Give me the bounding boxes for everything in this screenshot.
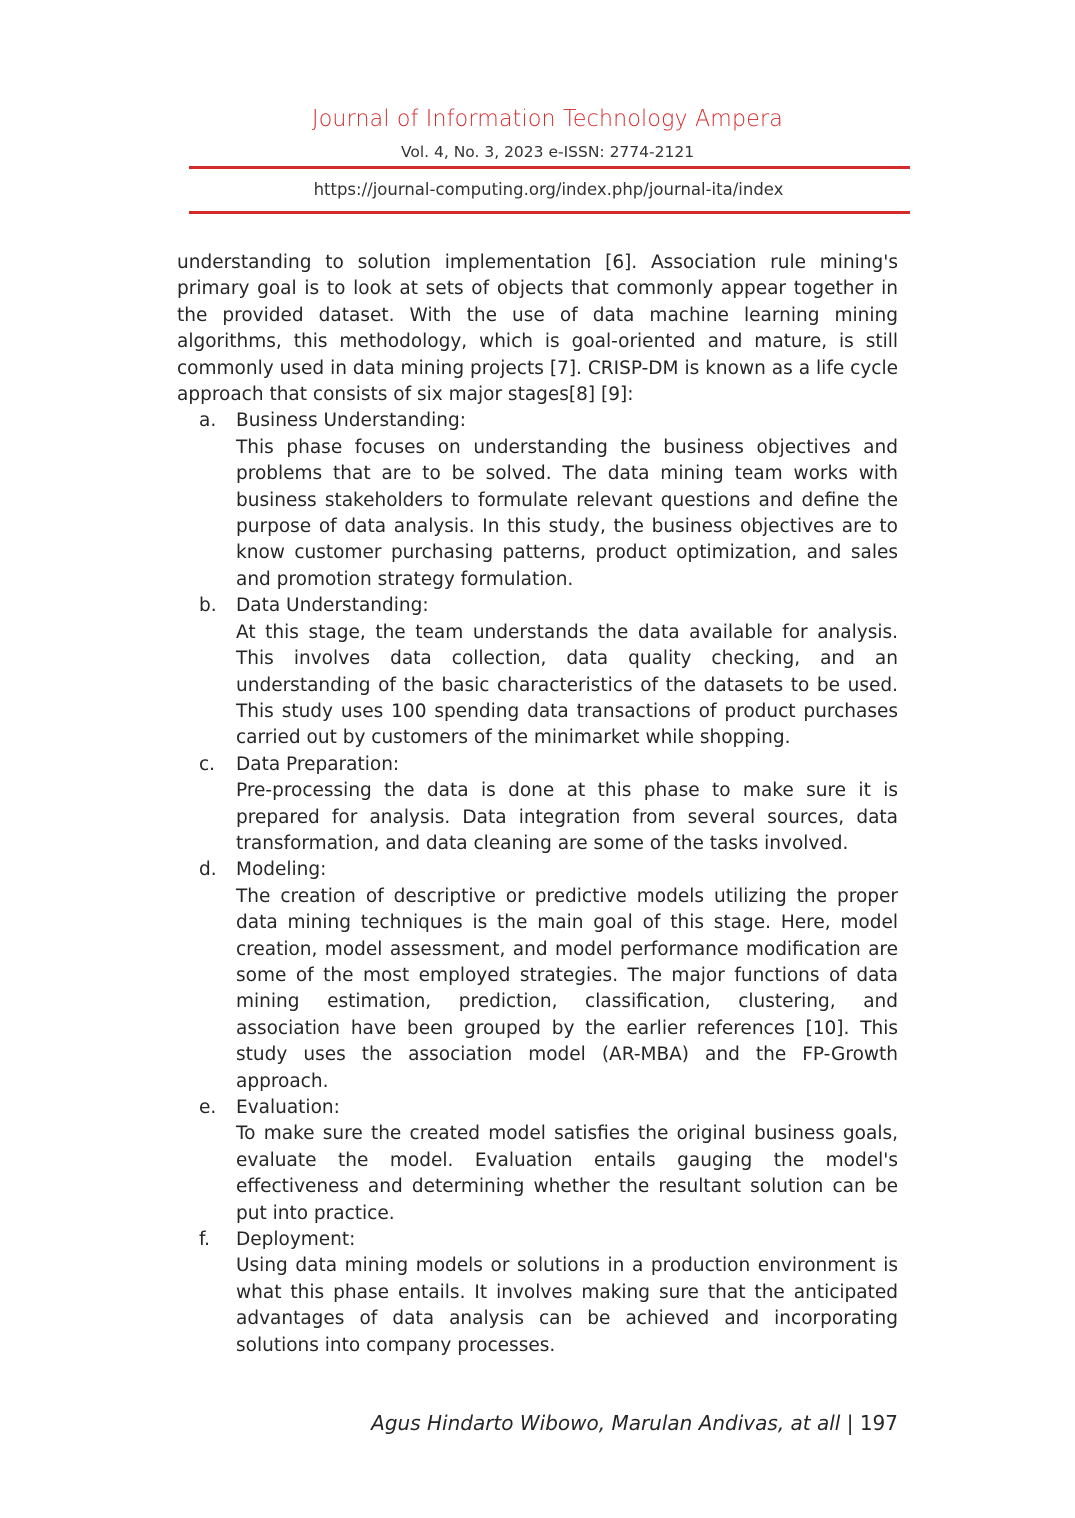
stage-title: Data Preparation:	[236, 753, 400, 775]
stage-description: The creation of descriptive or predictive models utilizing the proper data mining techniques is the main goal of this stage. Here, model creation, model assessment, and model performance modification are some of the most employed strategies. The major functions of data mining estimation, prediction, classification, clustering, and association have been grouped by the earlier references [10]. This study uses the association model (AR-MBA) and the FP-Growth approach.	[236, 885, 898, 1092]
list-item	[177, 752, 898, 858]
list-marker: b.	[199, 595, 217, 617]
header-rule-bottom	[189, 211, 910, 214]
page-number: 197	[859, 1411, 898, 1435]
stage-title: Business Understanding:	[236, 410, 466, 432]
journal-issue-info: Vol. 4, No. 3, 2023 e-ISSN: 2774-2121	[400, 143, 695, 161]
stage-description: To make sure the created model satisfies the original business goals, evaluate the model. Evaluation entails gauging the model's effectiveness and determining whether the resultant solution can be put into practice.	[236, 1123, 898, 1224]
stage-title: Modeling:	[236, 859, 327, 881]
list-marker: e.	[199, 1097, 217, 1118]
stage-title: Evaluation:	[236, 1097, 340, 1118]
stage-title: Deployment:	[236, 1229, 356, 1251]
stage-title: Data Understanding:	[236, 595, 429, 617]
list-item	[177, 857, 898, 1095]
list-marker: f.	[199, 1229, 211, 1251]
list-item	[177, 1227, 898, 1359]
header-rule-top	[189, 166, 910, 169]
stage-description: Pre-processing the data is done at this phase to make sure it is prepared for analysis. Data integration from several sources, data transformation, and data cleaning are some of the tasks involved.	[236, 780, 898, 854]
stage-description: This phase focuses on understanding the business objectives and problems that are to be solved. The data mining team works with business stakeholders to formulate relevant questions and define the purpose of data analysis. In this study, the business objectives are to know customer purchasing patterns, product optimization, and sales and promotion strategy formulation.	[236, 436, 898, 590]
list-marker: a.	[199, 410, 217, 432]
stages-list	[177, 408, 898, 1359]
list-item	[177, 1095, 898, 1227]
main-content	[177, 250, 898, 1359]
list-marker: c.	[199, 753, 216, 775]
list-marker: d.	[199, 859, 217, 881]
journal-title: Journal of Information Technology Ampera	[312, 106, 783, 132]
stage-description: Using data mining models or solutions in a production environment is what this phase entails. It involves making sure that the anticipated advantages of data analysis can be achieved and incorporating solutions into company processes.	[236, 1255, 898, 1356]
list-item	[177, 593, 898, 751]
intro-paragraph: understanding to solution implementation [6]. Association rule mining's primary goal is to look at sets of objects that commonly appear together in the provided dataset. With the use of data machine learning mining algorithms, this methodology, which is goal-oriented and mature, is still commonly used in data mining projects [7]. CRISP-DM is known as a life cycle approach that consists of six major stages[8] [9]:	[177, 252, 898, 406]
stage-description: At this stage, the team understands the data available for analysis. This involves data collection, data quality checking, and an understanding of the basic characteristics of the datasets to be used. This study uses 100 spending data transactions of product purchases carried out by customers of the minimarket while shopping.	[236, 621, 898, 749]
list-item	[177, 408, 898, 593]
footer-authors: Agus Hindarto Wibowo, Marulan Andivas, at all	[371, 1411, 841, 1435]
journal-url: https://journal-computing.org/index.php/journal-ita/index	[313, 180, 784, 199]
page-footer	[177, 1411, 898, 1435]
footer-separator: |	[840, 1411, 860, 1435]
